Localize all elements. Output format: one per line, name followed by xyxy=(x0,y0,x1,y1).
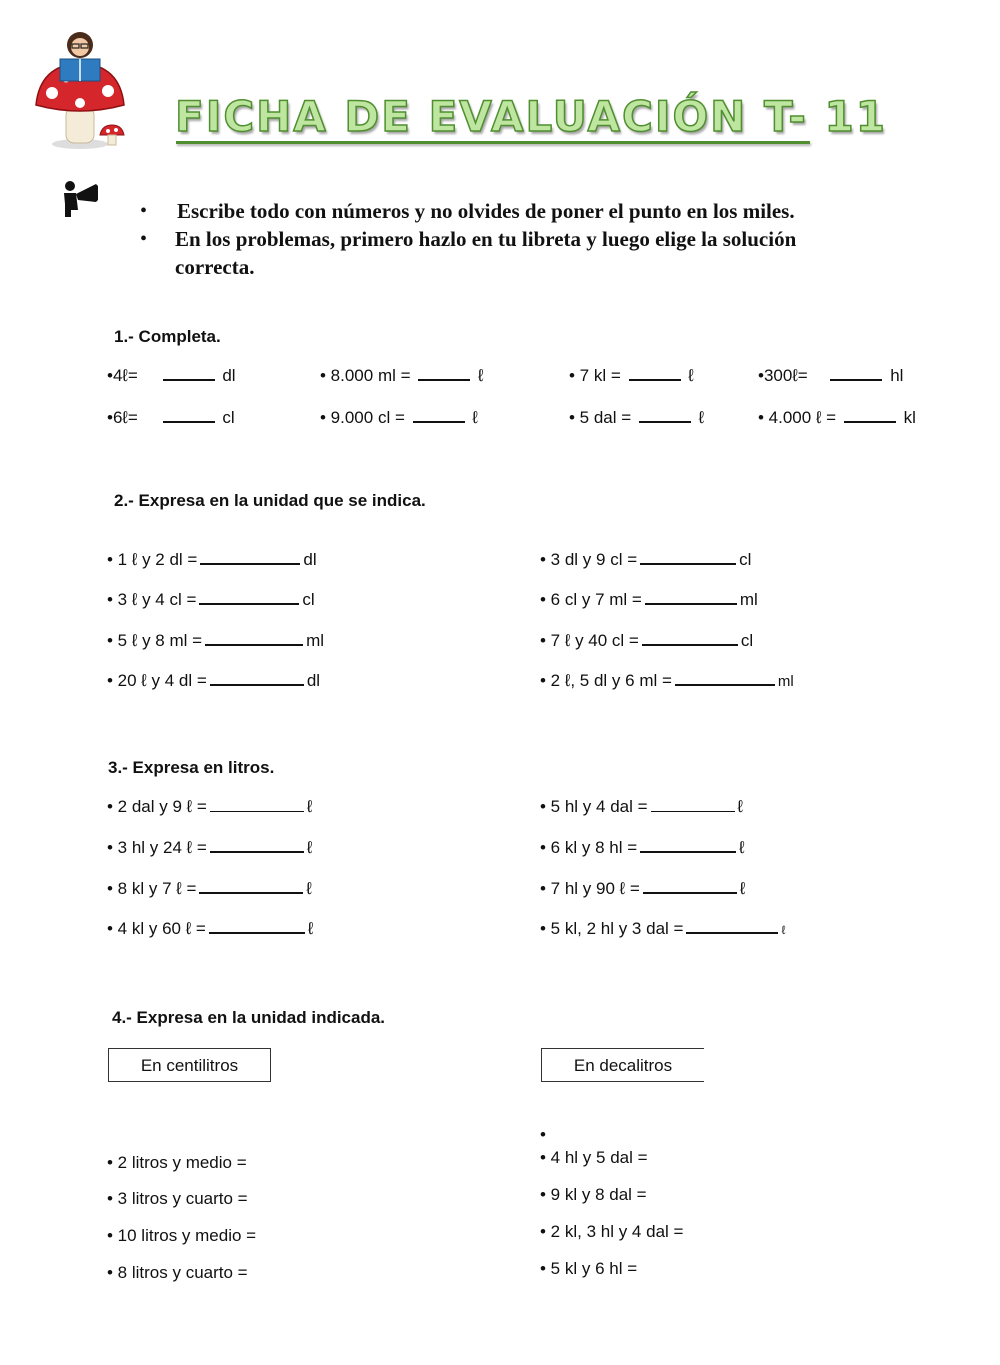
list-item: • 10 litros y medio = xyxy=(107,1226,257,1245)
answer-blank[interactable] xyxy=(643,878,737,894)
item-unit: ℓ xyxy=(306,879,312,898)
page-title: FICHA DE EVALUACIÓN T- 11 xyxy=(175,92,887,141)
instruction-2-continued: correcta. xyxy=(175,255,255,279)
exercise-item xyxy=(569,407,704,428)
item-unit: ℓ xyxy=(781,923,786,937)
exercise-item xyxy=(107,797,312,817)
answer-blank[interactable] xyxy=(205,630,303,646)
answer-blank[interactable] xyxy=(210,670,304,686)
section3-heading: 3.- Expresa en litros. xyxy=(108,758,275,777)
item-text: • 9.000 cl = xyxy=(320,408,405,427)
item-text: •300ℓ= xyxy=(758,366,808,385)
item-text: • 8 kl y 7 ℓ = xyxy=(107,879,197,898)
item-unit: ℓ xyxy=(307,919,314,938)
exercise-item xyxy=(758,365,903,386)
item-unit: ℓ xyxy=(739,879,746,898)
item-unit: ℓ xyxy=(306,838,313,857)
item-unit: dl xyxy=(222,366,236,385)
item-text: • 5 ℓ y 8 ml = xyxy=(107,631,203,650)
item-text: • 2 ℓ, 5 dl y 6 ml = xyxy=(540,671,672,690)
exercise-item xyxy=(540,589,758,610)
answer-blank[interactable] xyxy=(413,407,465,423)
list-item: • 3 litros y cuarto = xyxy=(107,1189,248,1208)
unit-box-decalitros: En decalitros xyxy=(541,1048,704,1082)
item-text: • 7 kl = xyxy=(569,366,621,385)
item-unit: ℓ xyxy=(739,838,745,857)
exercise-item xyxy=(107,878,312,899)
item-unit: ℓ xyxy=(472,408,478,427)
answer-blank[interactable] xyxy=(629,365,681,381)
item-unit: hl xyxy=(890,366,904,385)
item-text: • 5 hl y 4 dal = xyxy=(540,797,648,816)
item-text: • 7 ℓ y 40 cl = xyxy=(540,631,639,650)
instruction-2: En los problemas, primero hazlo en tu libreta y luego elige la solución xyxy=(175,227,797,251)
title-underline xyxy=(176,141,810,144)
answer-blank[interactable] xyxy=(642,630,738,646)
exercise-item xyxy=(540,670,794,691)
answer-blank[interactable] xyxy=(640,837,736,853)
answer-blank[interactable] xyxy=(163,365,215,381)
item-unit: cl xyxy=(302,590,315,609)
exercise-item xyxy=(540,837,745,858)
instruction-bullet: • xyxy=(140,200,148,222)
item-text: • 6 cl y 7 ml = xyxy=(540,590,642,609)
list-item: • 5 kl y 6 hl = xyxy=(540,1259,638,1278)
answer-blank[interactable] xyxy=(686,918,778,934)
exercise-item xyxy=(107,365,236,386)
item-unit: cl xyxy=(740,631,754,650)
item-text: • 3 hl y 24 ℓ = xyxy=(107,838,207,857)
item-unit: ℓ xyxy=(688,366,694,385)
item-text: • 3 dl y 9 cl = xyxy=(540,550,638,569)
item-text: • 4.000 ℓ = xyxy=(758,408,837,427)
item-text: • 5 dal = xyxy=(569,408,632,427)
item-text: • 4 kl y 60 ℓ = xyxy=(107,919,206,938)
item-unit: ml xyxy=(306,631,325,650)
item-unit: cl xyxy=(222,408,235,427)
exercise-item xyxy=(107,918,313,939)
item-text: • 5 kl, 2 hl y 3 dal = xyxy=(540,919,684,938)
answer-blank[interactable] xyxy=(210,797,304,812)
item-text: •6ℓ= xyxy=(107,408,138,427)
list-item: • 9 kl y 8 dal = xyxy=(540,1185,647,1204)
answer-blank[interactable] xyxy=(199,878,303,894)
answer-blank[interactable] xyxy=(418,365,470,381)
item-unit: dl xyxy=(306,671,321,690)
item-text: • 8.000 ml = xyxy=(320,366,411,385)
exercise-item xyxy=(540,797,743,817)
item-text: • 2 dal y 9 ℓ = xyxy=(107,797,207,816)
exercise-item xyxy=(569,365,694,386)
answer-blank[interactable] xyxy=(844,407,896,423)
answer-blank[interactable] xyxy=(830,365,882,381)
list-item: • 2 kl, 3 hl y 4 dal = xyxy=(540,1222,684,1241)
item-unit: ℓ xyxy=(698,408,705,427)
exercise-item xyxy=(540,630,753,651)
item-text: •4ℓ= xyxy=(107,366,138,385)
exercise-item xyxy=(540,918,785,939)
mushroom-reader-illustration xyxy=(30,25,130,150)
answer-blank[interactable] xyxy=(210,837,304,853)
instruction-1: Escribe todo con números y no olvides de poner el punto en los miles. xyxy=(177,199,795,223)
answer-blank[interactable] xyxy=(163,407,215,423)
item-unit: ml xyxy=(739,590,758,609)
exercise-item xyxy=(107,407,235,428)
answer-blank[interactable] xyxy=(675,670,775,686)
answer-blank[interactable] xyxy=(639,407,691,423)
exercise-item xyxy=(107,630,324,651)
section1-heading: 1.- Completa. xyxy=(114,327,221,346)
answer-blank[interactable] xyxy=(199,589,299,605)
answer-blank[interactable] xyxy=(640,549,736,565)
list-item: • 4 hl y 5 dal = xyxy=(540,1148,648,1167)
megaphone-icon xyxy=(62,180,102,218)
exercise-item xyxy=(320,365,484,386)
answer-blank[interactable] xyxy=(200,549,300,565)
exercise-item xyxy=(107,549,317,570)
item-unit: ℓ xyxy=(306,797,313,816)
item-unit: ℓ xyxy=(737,797,744,816)
instruction-bullet: • xyxy=(140,228,148,250)
list-item: • 2 litros y medio = xyxy=(107,1153,247,1172)
list-item: • 8 litros y cuarto = xyxy=(107,1263,248,1282)
unit-box-centilitros: En centilitros xyxy=(108,1048,271,1082)
item-text: • 20 ℓ y 4 dl = xyxy=(107,671,207,690)
stray-bullet: • xyxy=(540,1125,546,1144)
exercise-item xyxy=(107,837,312,858)
item-text: • 1 ℓ y 2 dl = xyxy=(107,550,198,569)
section4-heading: 4.- Expresa en la unidad indicada. xyxy=(112,1008,386,1027)
item-unit: ℓ xyxy=(478,366,484,385)
answer-blank[interactable] xyxy=(645,589,737,605)
exercise-item xyxy=(320,407,478,428)
exercise-item xyxy=(540,549,751,570)
item-unit: dl xyxy=(303,550,317,569)
exercise-item xyxy=(107,589,315,610)
item-unit: cl xyxy=(739,550,752,569)
exercise-item xyxy=(107,670,320,691)
answer-blank[interactable] xyxy=(651,797,735,812)
answer-blank[interactable] xyxy=(209,918,305,934)
item-text: • 6 kl y 8 hl = xyxy=(540,838,638,857)
item-unit: ml xyxy=(777,673,794,690)
exercise-item xyxy=(540,878,745,899)
exercise-item xyxy=(758,407,916,428)
item-text: • 3 ℓ y 4 cl = xyxy=(107,590,197,609)
item-unit: kl xyxy=(903,408,916,427)
item-text: • 7 hl y 90 ℓ = xyxy=(540,879,640,898)
section2-heading: 2.- Expresa en la unidad que se indica. xyxy=(114,491,426,510)
